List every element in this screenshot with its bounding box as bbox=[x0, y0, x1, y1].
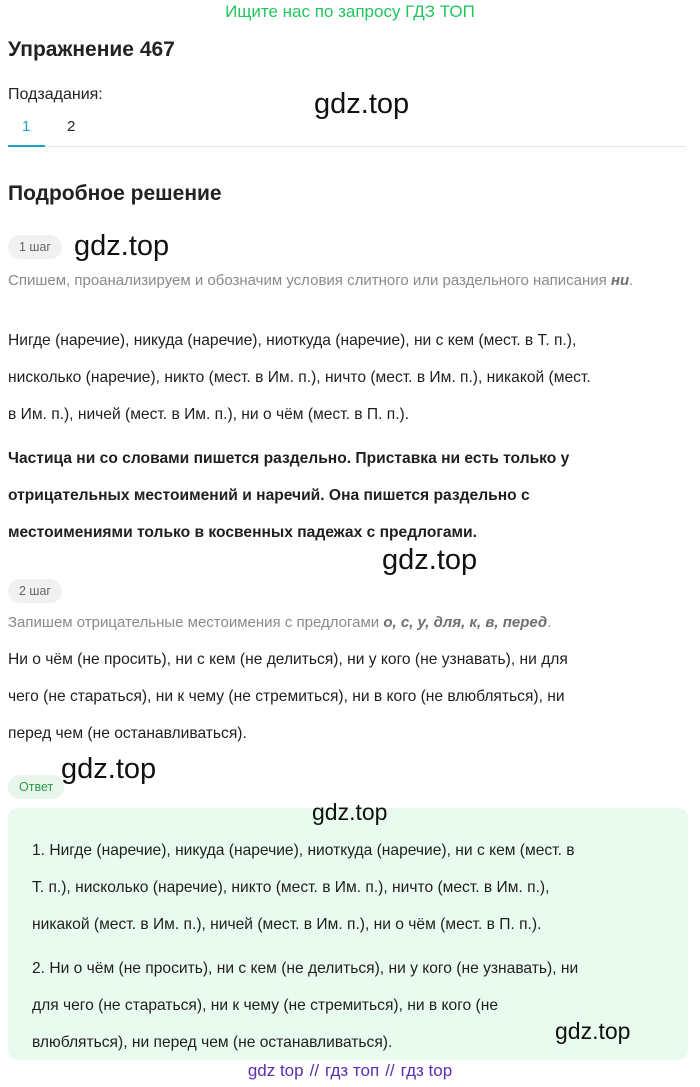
subtask-tab-2[interactable]: 2 bbox=[67, 118, 76, 135]
answer-line: для чего (не стараться), ни к чему (не стремиться), ни в кого (не bbox=[32, 997, 499, 1014]
watermark: gdz.top bbox=[555, 1018, 631, 1044]
exercise-title: Упражнение 467 bbox=[8, 38, 175, 61]
footer-link-gdz-top-ru[interactable]: гдз топ bbox=[325, 1061, 380, 1080]
subtask-tab-1[interactable]: 1 bbox=[22, 118, 31, 135]
footer-link-gdz-top-mixed[interactable]: гдз top bbox=[400, 1061, 453, 1080]
footer-separator: // bbox=[385, 1061, 395, 1080]
footer-links bbox=[0, 1061, 700, 1081]
watermark: gdz.top bbox=[382, 544, 478, 576]
answer-line: Т. п.), нисколько (наречие), никто (мест. в Им. п.), ничто (мест. в Им. п.), bbox=[32, 879, 550, 896]
subtasks-label: Подзадания: bbox=[8, 86, 103, 103]
answer-badge: Ответ bbox=[8, 775, 64, 799]
watermark: gdz.top bbox=[312, 799, 388, 825]
footer-link-gdz-top[interactable]: gdz top bbox=[247, 1061, 304, 1080]
answer-line: никакой (мест. в Им. п.), ничей (мест. в Им. п.), ни о чём (мест. в П. п.). bbox=[32, 916, 542, 933]
text-line: Ни о чём (не просить), ни с кем (не делиться), ни у кого (не узнавать), ни для bbox=[8, 651, 568, 668]
answer-line: 1. Нигде (наречие), никуда (наречие), ниоткуда (наречие), ни с кем (мест. в bbox=[32, 842, 575, 859]
active-tab-indicator bbox=[8, 145, 45, 147]
footer-separator: // bbox=[309, 1061, 320, 1080]
rule-line: местоимениями только в косвенных падежах с предлогами. bbox=[8, 524, 477, 541]
solution-title: Подробное решение bbox=[8, 182, 222, 205]
text-line: в Им. п.), ничей (мест. в Им. п.), ни о чём (мест. в П. п.). bbox=[8, 406, 410, 423]
step-1-hint-emphasis: ни bbox=[610, 272, 630, 289]
step-1-hint: Спишем, проанализируем и обозначим условия слитного или раздельного написания ни. bbox=[8, 272, 634, 289]
search-banner: Ищите нас по запросу ГДЗ ТОП bbox=[225, 2, 475, 21]
step-2-text bbox=[8, 641, 690, 752]
step-1-rule bbox=[8, 440, 690, 551]
watermark: gdz.top bbox=[314, 88, 410, 120]
watermark: gdz.top bbox=[74, 230, 170, 262]
subtask-tabs-divider bbox=[8, 146, 686, 147]
step-2-hint-emphasis: о, с, у, для, к, в, перед bbox=[383, 614, 548, 631]
step-2-badge: 2 шаг bbox=[8, 579, 62, 603]
answer-line: 2. Ни о чём (не просить), ни с кем (не делиться), ни у кого (не узнавать), ни bbox=[32, 960, 579, 977]
step-2-hint: Запишем отрицательные местоимения с предлогами о, с, у, для, к, в, перед. bbox=[8, 614, 552, 631]
text-line: Нигде (наречие), никуда (наречие), ниоткуда (наречие), ни с кем (мест. в Т. п.), bbox=[8, 332, 577, 349]
answer-paragraph-1 bbox=[32, 832, 672, 943]
step-1-badge: 1 шаг bbox=[8, 235, 62, 259]
step-1-text bbox=[8, 322, 690, 433]
rule-line: отрицательных местоимений и наречий. Она пишется раздельно с bbox=[8, 487, 530, 504]
watermark: gdz.top bbox=[61, 753, 157, 785]
rule-line: Частица ни со словами пишется раздельно. Приставка ни есть только у bbox=[8, 450, 570, 467]
text-line: нисколько (наречие), никто (мест. в Им. п.), ничто (мест. в Им. п.), никакой (мест. bbox=[8, 369, 591, 386]
answer-line: влюбляться), ни перед чем (не останавливаться). bbox=[32, 1034, 393, 1051]
text-line: перед чем (не останавливаться). bbox=[8, 725, 247, 742]
text-line: чего (не стараться), ни к чему (не стремиться), ни в кого (не влюбляться), ни bbox=[8, 688, 565, 705]
